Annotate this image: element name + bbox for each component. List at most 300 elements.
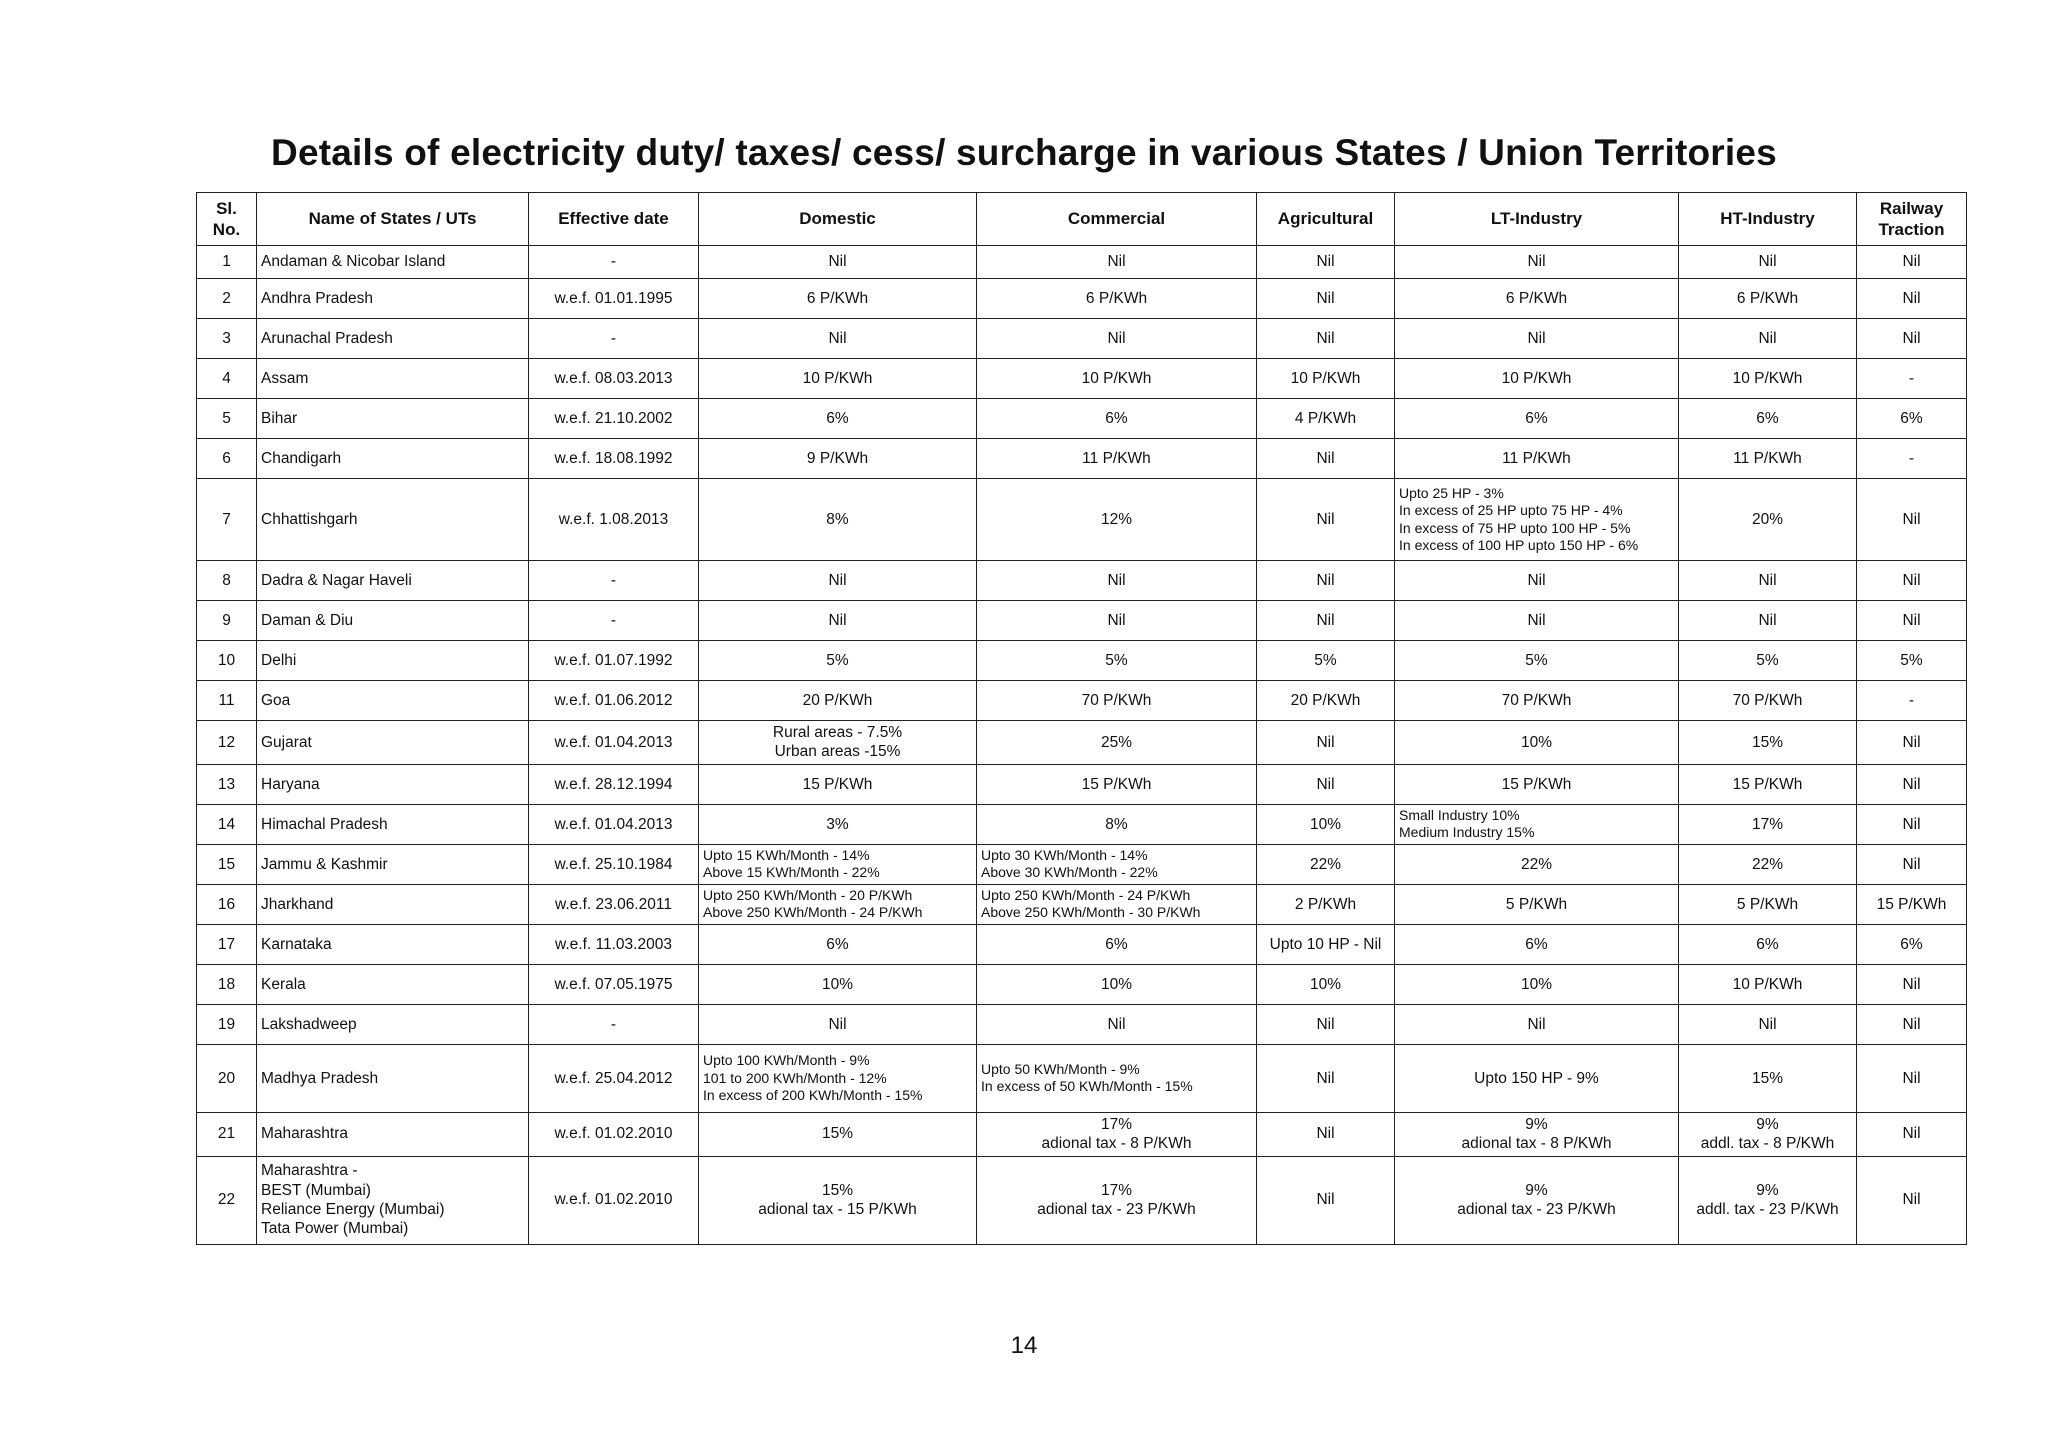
- cell-sl-no: 15: [197, 844, 257, 884]
- table-row: [197, 1112, 1967, 1156]
- cell-lt-industry-line: 22%: [1520, 855, 1553, 873]
- cell-state-name: [257, 804, 529, 844]
- cell-railway-traction-line: Nil: [1902, 253, 1921, 271]
- cell-sl-no: 12: [197, 721, 257, 765]
- cell-sl-no: 1: [197, 246, 257, 279]
- cell-agricultural-line: Nil: [1316, 611, 1335, 629]
- cell-state-name-line: Gujarat: [261, 733, 312, 751]
- cell-state-name: [257, 721, 529, 765]
- cell-railway-traction: [1857, 1044, 1967, 1112]
- cell-state-name: [257, 279, 529, 319]
- cell-commercial: [977, 1156, 1257, 1244]
- cell-agricultural: [1257, 439, 1395, 479]
- cell-sl-no: 20: [197, 1044, 257, 1112]
- header-effective-date: Effective date: [529, 193, 699, 246]
- cell-state-name-line: Assam: [261, 369, 309, 387]
- cell-railway-traction: [1857, 721, 1967, 765]
- cell-lt-industry-line: 6 P/KWh: [1505, 289, 1568, 307]
- cell-agricultural-line: Nil: [1316, 571, 1335, 589]
- cell-effective-date: w.e.f. 28.12.1994: [529, 764, 699, 804]
- cell-commercial-line: 17%: [1100, 1181, 1133, 1199]
- cell-lt-industry: [1395, 884, 1679, 924]
- header-name: Name of States / UTs: [257, 193, 529, 246]
- cell-railway-traction: [1857, 1004, 1967, 1044]
- cell-state-name: [257, 641, 529, 681]
- cell-domestic: [699, 964, 977, 1004]
- cell-ht-industry-line: 6 P/KWh: [1736, 289, 1799, 307]
- cell-lt-industry: [1395, 804, 1679, 844]
- cell-railway-traction-line: Nil: [1902, 1125, 1921, 1143]
- cell-domestic-line: In excess of 200 KWh/Month - 15%: [703, 1087, 923, 1103]
- cell-effective-date: w.e.f. 01.07.1992: [529, 641, 699, 681]
- page-title: Details of electricity duty/ taxes/ cess/ surcharge in various States / Union Territories: [271, 132, 1777, 173]
- cell-lt-industry-line: Nil: [1527, 1015, 1546, 1033]
- cell-commercial-line: Nil: [1107, 1015, 1126, 1033]
- cell-lt-industry: [1395, 1004, 1679, 1044]
- cell-domestic-line: Rural areas - 7.5%: [772, 724, 903, 741]
- cell-sl-no: 19: [197, 1004, 257, 1044]
- cell-agricultural-line: Nil: [1316, 510, 1335, 528]
- cell-commercial: [977, 399, 1257, 439]
- cell-railway-traction-line: Nil: [1902, 1015, 1921, 1033]
- cell-domestic-line: 3%: [826, 815, 849, 833]
- cell-effective-date: w.e.f. 01.02.2010: [529, 1112, 699, 1156]
- cell-agricultural-line: Nil: [1316, 329, 1335, 347]
- cell-lt-industry-line: 10%: [1520, 975, 1553, 993]
- cell-railway-traction: [1857, 399, 1967, 439]
- header-commercial: Commercial: [977, 193, 1257, 246]
- cell-lt-industry: [1395, 924, 1679, 964]
- cell-agricultural: [1257, 246, 1395, 279]
- cell-domestic-line: 5%: [826, 651, 849, 669]
- cell-ht-industry-line: Nil: [1758, 611, 1777, 629]
- header-lt-industry: LT-Industry: [1395, 193, 1679, 246]
- cell-agricultural: [1257, 681, 1395, 721]
- cell-effective-date: -: [529, 601, 699, 641]
- cell-railway-traction: [1857, 479, 1967, 561]
- cell-agricultural-line: 20 P/KWh: [1290, 691, 1361, 709]
- cell-effective-date: w.e.f. 11.03.2003: [529, 924, 699, 964]
- electricity-duty-table: [196, 192, 1967, 1245]
- cell-railway-traction-line: Nil: [1902, 1069, 1921, 1087]
- cell-lt-industry-line: In excess of 75 HP upto 100 HP - 5%: [1399, 519, 1631, 536]
- cell-commercial: [977, 764, 1257, 804]
- cell-railway-traction: [1857, 964, 1967, 1004]
- cell-ht-industry-line: 6%: [1756, 935, 1779, 953]
- cell-railway-traction: [1857, 439, 1967, 479]
- cell-commercial-line: 6%: [1105, 409, 1128, 427]
- cell-domestic: [699, 399, 977, 439]
- header-domestic: Domestic: [699, 193, 977, 246]
- cell-commercial: [977, 319, 1257, 359]
- table-row: [197, 721, 1967, 765]
- cell-agricultural: [1257, 924, 1395, 964]
- cell-effective-date: w.e.f. 01.06.2012: [529, 681, 699, 721]
- cell-commercial-line: adional tax - 23 P/KWh: [1037, 1201, 1196, 1218]
- cell-state-name-line: Himachal Pradesh: [261, 815, 388, 833]
- cell-domestic-line: Upto 15 KWh/Month - 14%: [703, 846, 870, 863]
- cell-state-name-line: Reliance Energy (Mumbai): [261, 1201, 445, 1218]
- cell-domestic: [699, 1004, 977, 1044]
- cell-domestic: [699, 359, 977, 399]
- cell-lt-industry: [1395, 641, 1679, 681]
- cell-railway-traction-line: -: [1908, 691, 1915, 709]
- cell-state-name-line: Tata Power (Mumbai): [261, 1220, 409, 1238]
- cell-railway-traction: [1857, 601, 1967, 641]
- cell-railway-traction: [1857, 681, 1967, 721]
- cell-domestic-line: Upto 100 KWh/Month - 9%: [703, 1052, 870, 1068]
- cell-state-name: [257, 884, 529, 924]
- cell-commercial-line: 15 P/KWh: [1081, 775, 1152, 793]
- cell-railway-traction: [1857, 844, 1967, 884]
- cell-lt-industry-line: Medium Industry 15%: [1399, 824, 1535, 841]
- cell-commercial-line: adional tax - 8 P/KWh: [1041, 1135, 1192, 1153]
- cell-sl-no: 3: [197, 319, 257, 359]
- cell-railway-traction-line: Nil: [1902, 733, 1921, 751]
- table-row: [197, 1044, 1967, 1112]
- cell-agricultural: [1257, 1004, 1395, 1044]
- table-row: [197, 359, 1967, 399]
- cell-commercial: [977, 964, 1257, 1004]
- cell-commercial: [977, 359, 1257, 399]
- cell-domestic: [699, 641, 977, 681]
- page-number: 14: [1010, 1332, 1038, 1359]
- cell-ht-industry: [1679, 641, 1857, 681]
- cell-agricultural: [1257, 804, 1395, 844]
- cell-domestic: [699, 1044, 977, 1112]
- cell-state-name: [257, 319, 529, 359]
- cell-domestic-line: 10 P/KWh: [802, 369, 873, 387]
- cell-sl-no: 13: [197, 764, 257, 804]
- cell-domestic: [699, 601, 977, 641]
- cell-commercial-line: Nil: [1107, 329, 1126, 347]
- cell-commercial-line: 10%: [1100, 975, 1133, 993]
- cell-commercial: [977, 561, 1257, 601]
- cell-commercial: [977, 681, 1257, 721]
- cell-commercial: [977, 1044, 1257, 1112]
- cell-lt-industry-line: Nil: [1527, 611, 1546, 629]
- cell-commercial: [977, 721, 1257, 765]
- cell-agricultural: [1257, 479, 1395, 561]
- table-row: [197, 884, 1967, 924]
- cell-lt-industry-line: 6%: [1525, 935, 1548, 953]
- cell-ht-industry: [1679, 721, 1857, 765]
- cell-lt-industry-line: 9%: [1525, 1115, 1548, 1133]
- cell-commercial-line: 10 P/KWh: [1081, 369, 1152, 387]
- cell-lt-industry: [1395, 844, 1679, 884]
- cell-effective-date: w.e.f. 01.01.1995: [529, 279, 699, 319]
- cell-sl-no: 4: [197, 359, 257, 399]
- table-header-row: [197, 193, 1967, 246]
- cell-ht-industry: [1679, 279, 1857, 319]
- cell-state-name: [257, 561, 529, 601]
- cell-agricultural-line: Nil: [1316, 733, 1335, 751]
- cell-agricultural-line: Nil: [1316, 253, 1335, 271]
- table-body: [197, 246, 1967, 1245]
- header-ht-industry: HT-Industry: [1679, 193, 1857, 246]
- cell-commercial: [977, 439, 1257, 479]
- cell-agricultural: [1257, 764, 1395, 804]
- cell-lt-industry: [1395, 764, 1679, 804]
- cell-railway-traction-line: 15 P/KWh: [1876, 895, 1947, 913]
- cell-state-name: [257, 439, 529, 479]
- cell-ht-industry-line: 9%: [1756, 1115, 1779, 1133]
- cell-railway-traction-line: Nil: [1902, 571, 1921, 589]
- table-row: [197, 681, 1967, 721]
- cell-agricultural-line: Nil: [1316, 1015, 1335, 1033]
- cell-ht-industry-line: 10 P/KWh: [1732, 369, 1803, 387]
- cell-commercial-line: 5%: [1105, 651, 1128, 669]
- cell-lt-industry: [1395, 439, 1679, 479]
- cell-lt-industry-line: Nil: [1527, 329, 1546, 347]
- cell-effective-date: -: [529, 246, 699, 279]
- cell-railway-traction: [1857, 764, 1967, 804]
- cell-ht-industry: [1679, 319, 1857, 359]
- table-row: [197, 964, 1967, 1004]
- cell-railway-traction-line: Nil: [1902, 1191, 1921, 1209]
- cell-agricultural-line: Nil: [1316, 449, 1335, 467]
- cell-ht-industry-line: 15%: [1751, 733, 1784, 751]
- header-sl-no: Sl. No.: [197, 193, 257, 246]
- cell-agricultural-line: Nil: [1316, 1069, 1335, 1087]
- cell-state-name-line: Maharashtra -: [261, 1162, 358, 1180]
- cell-lt-industry: [1395, 246, 1679, 279]
- cell-lt-industry-line: 9%: [1525, 1181, 1548, 1199]
- cell-commercial-line: In excess of 50 KWh/Month - 15%: [981, 1078, 1193, 1095]
- cell-railway-traction: [1857, 1112, 1967, 1156]
- cell-ht-industry-line: 11 P/KWh: [1733, 449, 1802, 467]
- cell-domestic-line: Nil: [828, 329, 847, 347]
- cell-ht-industry-line: Nil: [1758, 1015, 1777, 1033]
- cell-ht-industry-line: 5%: [1756, 651, 1779, 669]
- cell-lt-industry: [1395, 279, 1679, 319]
- cell-railway-traction-line: Nil: [1902, 289, 1921, 307]
- cell-commercial: [977, 884, 1257, 924]
- cell-agricultural: [1257, 1156, 1395, 1244]
- cell-state-name-line: BEST (Mumbai): [261, 1181, 371, 1199]
- table-row: [197, 844, 1967, 884]
- cell-state-name: [257, 601, 529, 641]
- cell-commercial-line: Above 30 KWh/Month - 22%: [981, 864, 1158, 881]
- cell-commercial: [977, 1004, 1257, 1044]
- cell-lt-industry-line: 70 P/KWh: [1501, 691, 1572, 709]
- cell-state-name: [257, 479, 529, 561]
- cell-effective-date: w.e.f. 25.04.2012: [529, 1044, 699, 1112]
- cell-ht-industry-line: 15%: [1751, 1069, 1784, 1087]
- cell-lt-industry: [1395, 399, 1679, 439]
- cell-lt-industry: [1395, 561, 1679, 601]
- cell-lt-industry: [1395, 681, 1679, 721]
- cell-ht-industry-line: 10 P/KWh: [1732, 975, 1803, 993]
- table-row: [197, 439, 1967, 479]
- cell-lt-industry-line: 5%: [1525, 651, 1548, 669]
- cell-railway-traction-line: Nil: [1902, 775, 1921, 793]
- cell-effective-date: -: [529, 561, 699, 601]
- cell-commercial-line: 6%: [1105, 935, 1128, 953]
- cell-agricultural: [1257, 279, 1395, 319]
- cell-sl-no: 18: [197, 964, 257, 1004]
- cell-effective-date: w.e.f. 1.08.2013: [529, 479, 699, 561]
- cell-state-name-line: Andaman & Nicobar Island: [261, 253, 446, 271]
- cell-state-name-line: Madhya Pradesh: [261, 1069, 379, 1087]
- table-row: [197, 764, 1967, 804]
- cell-domestic: [699, 479, 977, 561]
- cell-sl-no: 16: [197, 884, 257, 924]
- cell-agricultural: [1257, 884, 1395, 924]
- cell-state-name: [257, 964, 529, 1004]
- cell-ht-industry-line: 17%: [1751, 815, 1784, 833]
- cell-railway-traction: [1857, 359, 1967, 399]
- cell-agricultural-line: Nil: [1316, 775, 1335, 793]
- cell-ht-industry-line: addl. tax - 8 P/KWh: [1700, 1135, 1835, 1153]
- cell-domestic-line: Nil: [828, 611, 847, 629]
- cell-sl-no: 8: [197, 561, 257, 601]
- cell-domestic-line: Upto 250 KWh/Month - 20 P/KWh: [703, 886, 913, 903]
- cell-commercial: [977, 246, 1257, 279]
- cell-lt-industry-line: In excess of 25 HP upto 75 HP - 4%: [1399, 502, 1623, 518]
- cell-sl-no: 10: [197, 641, 257, 681]
- cell-ht-industry: [1679, 804, 1857, 844]
- cell-commercial-line: 6 P/KWh: [1085, 289, 1148, 307]
- cell-railway-traction: [1857, 804, 1967, 844]
- cell-domestic-line: 6 P/KWh: [806, 289, 869, 307]
- cell-railway-traction-line: Nil: [1902, 510, 1921, 528]
- cell-lt-industry: [1395, 359, 1679, 399]
- cell-railway-traction-line: -: [1908, 369, 1915, 387]
- cell-lt-industry-line: Upto 150 HP - 9%: [1474, 1069, 1599, 1087]
- cell-state-name: [257, 1156, 529, 1244]
- cell-lt-industry-line: In excess of 100 HP upto 150 HP - 6%: [1399, 537, 1639, 553]
- cell-agricultural: [1257, 844, 1395, 884]
- cell-commercial-line: 17%: [1100, 1115, 1133, 1133]
- cell-domestic: [699, 844, 977, 884]
- cell-state-name-line: Lakshadweep: [261, 1015, 357, 1033]
- table-row: [197, 279, 1967, 319]
- cell-domestic-line: Nil: [828, 1015, 847, 1033]
- cell-agricultural: [1257, 359, 1395, 399]
- cell-ht-industry: [1679, 479, 1857, 561]
- cell-domestic-line: adional tax - 15 P/KWh: [758, 1201, 917, 1218]
- cell-railway-traction-line: -: [1908, 449, 1915, 467]
- table-row: [197, 399, 1967, 439]
- cell-domestic-line: 6%: [826, 409, 849, 427]
- cell-commercial: [977, 641, 1257, 681]
- cell-domestic-line: 15%: [821, 1181, 854, 1199]
- cell-ht-industry: [1679, 1004, 1857, 1044]
- cell-sl-no: 17: [197, 924, 257, 964]
- cell-ht-industry: [1679, 764, 1857, 804]
- cell-effective-date: w.e.f. 18.08.1992: [529, 439, 699, 479]
- cell-lt-industry-line: 10 P/KWh: [1501, 369, 1572, 387]
- cell-ht-industry: [1679, 439, 1857, 479]
- cell-sl-no: 6: [197, 439, 257, 479]
- cell-commercial: [977, 279, 1257, 319]
- cell-commercial: [977, 804, 1257, 844]
- cell-lt-industry-line: Small Industry 10%: [1399, 806, 1520, 823]
- cell-railway-traction-line: Nil: [1902, 611, 1921, 629]
- cell-effective-date: w.e.f. 21.10.2002: [529, 399, 699, 439]
- cell-ht-industry-line: 9%: [1756, 1181, 1779, 1199]
- cell-sl-no: 5: [197, 399, 257, 439]
- cell-domestic-line: 15 P/KWh: [802, 775, 873, 793]
- table-row: [197, 1156, 1967, 1244]
- cell-ht-industry-line: 6%: [1756, 409, 1779, 427]
- cell-commercial-line: 11 P/KWh: [1082, 449, 1151, 467]
- cell-commercial-line: Nil: [1107, 571, 1126, 589]
- cell-state-name-line: Jammu & Kashmir: [261, 855, 388, 873]
- cell-state-name-line: Haryana: [261, 775, 320, 793]
- cell-ht-industry-line: Nil: [1758, 253, 1777, 271]
- table-row: [197, 641, 1967, 681]
- cell-agricultural: [1257, 964, 1395, 1004]
- table-row: [197, 479, 1967, 561]
- cell-agricultural-line: 10%: [1309, 815, 1342, 833]
- cell-ht-industry-line: 70 P/KWh: [1732, 691, 1803, 709]
- cell-ht-industry: [1679, 246, 1857, 279]
- cell-commercial: [977, 601, 1257, 641]
- cell-domestic-line: 20 P/KWh: [802, 691, 873, 709]
- cell-state-name: [257, 764, 529, 804]
- cell-agricultural-line: Nil: [1316, 289, 1335, 307]
- cell-commercial-line: 25%: [1100, 733, 1133, 751]
- cell-agricultural-line: Nil: [1316, 1191, 1335, 1209]
- cell-commercial-line: 70 P/KWh: [1081, 691, 1152, 709]
- table-row: [197, 601, 1967, 641]
- cell-lt-industry-line: 5 P/KWh: [1505, 895, 1568, 913]
- cell-agricultural: [1257, 1112, 1395, 1156]
- cell-lt-industry: [1395, 1044, 1679, 1112]
- cell-state-name-line: Kerala: [261, 975, 306, 993]
- table-row: [197, 319, 1967, 359]
- cell-state-name-line: Maharashtra: [261, 1125, 349, 1143]
- cell-agricultural: [1257, 399, 1395, 439]
- cell-domestic: [699, 804, 977, 844]
- cell-railway-traction-line: 5%: [1900, 651, 1923, 669]
- cell-railway-traction: [1857, 246, 1967, 279]
- cell-sl-no: 2: [197, 279, 257, 319]
- cell-state-name-line: Arunachal Pradesh: [261, 329, 393, 347]
- cell-domestic: [699, 279, 977, 319]
- cell-ht-industry-line: addl. tax - 23 P/KWh: [1696, 1201, 1839, 1218]
- cell-state-name-line: Bihar: [261, 409, 298, 427]
- cell-agricultural-line: 5%: [1314, 651, 1337, 669]
- cell-commercial: [977, 479, 1257, 561]
- cell-domestic-line: 6%: [826, 935, 849, 953]
- cell-state-name-line: Delhi: [261, 651, 297, 669]
- cell-sl-no: 7: [197, 479, 257, 561]
- cell-commercial-line: Upto 250 KWh/Month - 24 P/KWh: [981, 886, 1191, 903]
- cell-lt-industry: [1395, 1112, 1679, 1156]
- cell-ht-industry-line: 20%: [1751, 510, 1784, 528]
- cell-agricultural-line: 10 P/KWh: [1290, 369, 1361, 387]
- cell-domestic-line: 8%: [826, 510, 849, 528]
- cell-ht-industry: [1679, 399, 1857, 439]
- cell-ht-industry: [1679, 1112, 1857, 1156]
- cell-effective-date: -: [529, 319, 699, 359]
- cell-domestic-line: Above 15 KWh/Month - 22%: [703, 864, 880, 881]
- cell-lt-industry: [1395, 1156, 1679, 1244]
- cell-domestic-line: Urban areas -15%: [774, 743, 901, 761]
- cell-state-name-line: Chandigarh: [261, 449, 342, 467]
- cell-commercial-line: Above 250 KWh/Month - 30 P/KWh: [981, 904, 1201, 921]
- cell-sl-no: 14: [197, 804, 257, 844]
- cell-railway-traction: [1857, 884, 1967, 924]
- cell-state-name: [257, 1044, 529, 1112]
- cell-lt-industry-line: adional tax - 8 P/KWh: [1461, 1135, 1612, 1153]
- cell-domestic: [699, 924, 977, 964]
- cell-domestic: [699, 681, 977, 721]
- table-row: [197, 924, 1967, 964]
